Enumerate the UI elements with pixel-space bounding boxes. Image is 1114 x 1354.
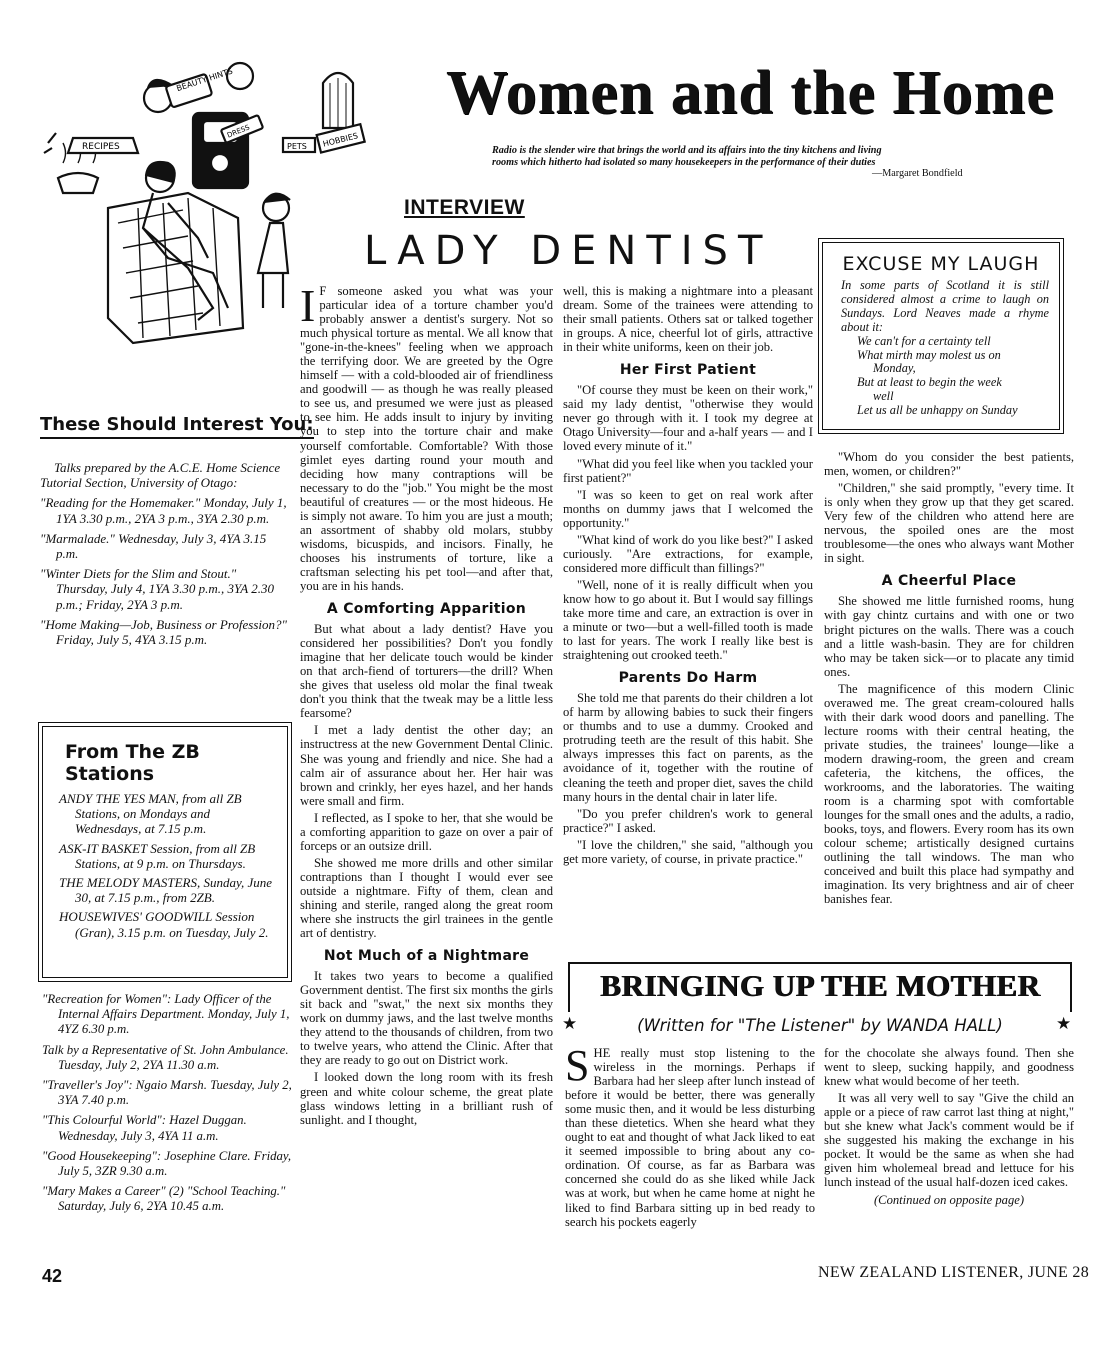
- paragraph: It takes two years to become a qualified Government dentist. The first six months the girls sit back and "swat," the next six months they work on dummy jaws, and the last twelve months they attend to the thousands of children, from two to twelve years, who attend the Clinic. After that they are ready to go out on District work.: [300, 969, 553, 1068]
- other-talks-listing: [40, 992, 292, 1220]
- epigraph-line-1: Radio is the slender wire that brings the world and its affairs into the tiny kitchens and living: [492, 145, 882, 156]
- verse-line: We can't for a certainty tell: [857, 333, 991, 348]
- paragraph: "Do you prefer children's work to general practice?" I asked.: [563, 806, 813, 835]
- subheading: A Cheerful Place: [881, 573, 1017, 590]
- drop-cap: S: [565, 1041, 590, 1090]
- label-recipes: RECIPES: [82, 142, 120, 152]
- talk-item: "Marmalade." Wednesday, July 3, 4YA 3.15 p.m.: [40, 530, 267, 562]
- talk-item: "Winter Diets for the Slim and Stout." Thursday, July 4, 1YA 3.30 p.m., 3YA 2.30 p.m.; Friday, 2YA 3 p.m.: [40, 566, 274, 612]
- star-icon: ★: [1056, 1014, 1072, 1033]
- subheading: Her First Patient: [619, 362, 757, 379]
- zb-item: HOUSEWIVES' GOODWILL Session (Gran), 3.15 p.m. on Tuesday, July 2.: [59, 909, 269, 940]
- zb-list: [43, 791, 287, 940]
- story-column-1: [565, 1041, 815, 1232]
- paragraph: She told me that parents do their children a lot of harm by allowing babies to suck their fingers or thumbs and to use a dummy. Crooked and protruding teeth are the result of this habit. She always impresses this fact on parents, as the avoidance of it, together with the routine of cleaning the teeth and proper diet, saves the child many hours in the dental chair in later life.: [563, 691, 813, 804]
- interest-listing: [38, 460, 290, 652]
- talk-item: "Reading for the Homemaker." Monday, July 1, 1YA 3.30 p.m., 2YA 3 p.m., 3YA 2.30 p.m.: [40, 495, 287, 526]
- continued-note: (Continued on opposite page): [873, 1193, 1025, 1208]
- verse-line: well: [873, 389, 894, 404]
- paragraph: "I was so keen to get on real work after months on dummy jaws that I welcomed the opportunity.": [563, 487, 813, 530]
- paragraph: "Whom do you consider the best patients, men, women, or children?": [824, 450, 1074, 479]
- verse-line: Monday,: [873, 361, 916, 376]
- paragraph: well, this is making a nightmare into a pleasant dream. Some of the trainees were attending to their small patients. Others sat or talked together in groups. A nice, cheerful lot of girls, attractive in their white uniforms, keen on their job.: [563, 284, 813, 355]
- paragraph: "What did you feel like when you tackled your first patient?": [563, 456, 813, 485]
- label-dress: DRESS: [226, 123, 251, 140]
- box-title: EXCUSE MY LAUGH: [842, 253, 1040, 275]
- label-hobbies: HOBBIES: [321, 131, 359, 149]
- paragraph: But what about a lady dentist? Have you considered her possibilities? Don't you fondly imagine that her delicate touch would be kinder on that arch-fiend of torturers—the drill? When she gives that useless old molar the final tweak don't you think that the tweak may be a little less fearsome?: [300, 622, 553, 721]
- talk-item: "Traveller's Joy": Ngaio Marsh. Tuesday, July 2, 3YA 7.40 p.m.: [42, 1078, 292, 1108]
- epigraph: [492, 145, 1052, 180]
- box-title: From The ZB Stations: [65, 741, 200, 785]
- zb-stations-box: [42, 726, 288, 978]
- zb-item: THE MELODY MASTERS, Sunday, June 30, at 7.15 p.m., from 2ZB.: [59, 875, 273, 906]
- paragraph: "Children," she said promptly, "every time. It is only when they grow up that they get scared. Very few of the children who attend here are nervous, the spoiled ones are the most troublesome—the ones who always want Mother in sight.: [824, 481, 1074, 566]
- interview-column-2: [563, 284, 813, 869]
- paragraph: "Of course they must be keen on their work," said my lady dentist, "otherwise they would never go through with it. I took my degree at Otago University—four and a-half years — and I loved every minute of it.": [563, 383, 813, 454]
- paragraph: It was all very well to say "Give the child an apple or a piece of raw carrot last thing at night," but she knew what Jack's comment would be if she suggested his making the exchange in his pocket. It would be the same as when she had given him wholemeal bread and lettuce for his lunch instead of the usual half-dozen iced cakes.: [824, 1091, 1074, 1190]
- box-verse: [823, 335, 1059, 418]
- publication-footer: NEW ZEALAND LISTENER, JUNE 28: [818, 1264, 1090, 1281]
- story-column-2: [824, 1046, 1074, 1208]
- paragraph: I reflected, as I spoke to her, that she would be a comforting apparition to gaze on over a pair of forceps or an outsize drill.: [300, 810, 553, 853]
- paragraph: HE really must stop listening to the wireless in the mornings. Perhaps if Barbara had her sleep after lunch instead of before it would be better, there was generally some music then, and it would be less disturbing than these dietetics. When she heard what they ought to eat and thought of what Jack liked to eat it seemed impossible to bring about any co-ordination. Of course, as far as Barbara was concerned she could do as she liked while Jack was at work, but when he came home at night he liked to find Barbara sitting up in bed ready to search his pockets eagerly: [565, 1046, 815, 1229]
- star-icon: ★: [562, 1014, 578, 1033]
- article-title: LADY DENTIST: [364, 228, 773, 274]
- verse-line: Let us all be unhappy on Sunday: [857, 403, 1018, 418]
- paragraph: She showed me more drills and other similar contraptions than I thought I would ever see outside a nightmare. Fifty of them, clean and shining and sterile, ranged along the great room where she instructs the girl trainees in the gentle art of dentistry.: [300, 855, 553, 941]
- epigraph-attribution: —Margaret Bondfield: [872, 168, 963, 179]
- paragraph: "I love the children," she said, "although you get more variety, of course, in private practice.": [563, 837, 813, 866]
- drop-cap: I: [300, 280, 316, 331]
- talk-item: "This Colourful World": Hazel Duggan. Wednesday, July 3, 4YA 11 a.m.: [42, 1113, 247, 1143]
- talk-item: Talk by a Representative of St. John Ambulance. Tuesday, July 2, 2YA 11.30 a.m.: [42, 1042, 289, 1072]
- paragraph: "What kind of work do you like best?" I asked curiously. "Are extractions, for example, considered more difficult than fillings?": [563, 532, 813, 575]
- paragraph: I met a lady dentist the other day; an instructress at the new Government Dental Clinic. She was young and friendly and nice. She had a calm air of assurance about her. Her hair was brown and crinkly, her eyes hazel, and her hands were small and firm.: [300, 723, 553, 808]
- box-intro: In some parts of Scotland it is still considered almost a crime to laugh on Sundays. Lord Neaves made a rhyme about it:: [841, 278, 1049, 334]
- label-beauty: BEAUTY HINTS: [175, 66, 234, 94]
- interview-kicker: INTERVIEW: [404, 196, 525, 219]
- section-masthead: Women and the Home: [446, 59, 1055, 127]
- subheading: A Comforting Apparition: [326, 601, 527, 618]
- interest-heading: These Should Interest You:: [40, 414, 314, 439]
- page-number: 42: [42, 1266, 63, 1286]
- story-byline: (Written for "The Listener" by WANDA HALL): [637, 1016, 1003, 1035]
- interview-column-1: [300, 280, 553, 1130]
- paragraph: for the chocolate she always found. Then she went to sleep, sucking happily, and goodness knew what would become of her teeth.: [824, 1046, 1074, 1089]
- paragraph: She showed me little furnished rooms, hung with gay chintz curtains and with one or two bright pictures on the walls. There was a couch and a little wash-basin. They are for children who may be taken sick—or to placate any timid ones.: [824, 594, 1074, 679]
- zb-item: ASK-IT BASKET Session, from all ZB Stations, at 9 p.m. on Thursdays.: [59, 840, 256, 871]
- talk-item: "Recreation for Women": Lady Officer of the Internal Affairs Department. Monday, July 1, 4YZ 6.30 p.m.: [42, 992, 290, 1037]
- excuse-my-laugh-box: [822, 242, 1060, 430]
- talk-item: "Good Housekeeping": Josephine Clare. Friday, July 5, 3ZR 9.30 a.m.: [42, 1148, 292, 1179]
- subheading: Parents Do Harm: [618, 670, 758, 687]
- paragraph: F someone asked you what was your particular idea of a torture chamber you'd probably answer a dentist's surgery. Not so much physical torture as mental. We all know that "gone-in-the-knees" feeling when we approach the terrifying door. We are greeted by the Ogre himself — with a cold-blooded air of friendliness and goodwill — as though he was really pleased to see us, and presumed we were just as pleased to see him. He adds insult to injury by inviting you to step into the torture chair and make yourself comfortable. Comfortable? With those gimlet eyes darting round your mouth and deciding how many contraptions will be necessary to do the "job." You might be the most beautiful of creatures — or the most hideous. He is simply not aware. To him you are just a mouth; an assortment of shabby old molars, stubby wisdoms, bicuspids, and incisors. Finally, he chooses his instruments of torture, like a craftsman selecting his pet tool—and after that, you are in his hands.: [300, 284, 553, 593]
- paragraph: The magnificence of this modern Clinic overawed me. The great cream-coloured halls with their dark wood doors and panelling. The lecture rooms with their central heating, the private studies, the trainees' lounge—like a modern drawing-room, the green and cream cafeteria, the kitchens, the offices, the workrooms, and the laboratories. The waiting room is a charming spot with comfortable lounges for the small ones and the adults, a radio, books, toys, and flowers. Every room has its own colour scheme; artistically designed curtains outlining the tall windows. The man who conceived and built this place had sympathy and imagination. Its very brightness and air of cheer banishes fear.: [824, 681, 1074, 907]
- paragraph: "Well, none of it is really difficult when you know how to go about it. But I would say fillings take more time and care, an extraction is over in a minute or two—but a well-filled tooth is made to last for years. The work I really like best is straightening out crooked teeth.": [563, 577, 813, 663]
- zb-item: ANDY THE YES MAN, from all ZB Stations, on Mondays and Wednesdays, at 7.15 p.m.: [59, 791, 242, 837]
- subheading: Not Much of a Nightmare: [323, 948, 530, 965]
- epigraph-line-2: rooms which hitherto had isolated so many housekeepers in the performance of their duties: [492, 156, 876, 168]
- interview-column-3: [824, 450, 1074, 909]
- paragraph: I looked down the long room with its fresh green and white colour scheme, the great plate glass windows letting in a brilliant rush of sunlight. and I thought,: [300, 1070, 553, 1127]
- interest-intro: Talks prepared by the A.C.E. Home Science Tutorial Section, University of Otago:: [40, 460, 281, 491]
- label-pets: PETS: [287, 142, 307, 151]
- verse-line: What mirth may molest us on: [857, 347, 1001, 362]
- talk-item: "Home Making—Job, Business or Profession?" Friday, July 5, 4YA 3.15 p.m.: [40, 616, 287, 648]
- verse-line: But at least to begin the week: [857, 375, 1002, 390]
- talk-item: "Mary Makes a Career" (2) "School Teaching." Saturday, July 6, 2YA 10.45 a.m.: [42, 1184, 286, 1214]
- story-title: BRINGING UP THE MOTHER: [599, 968, 1041, 1003]
